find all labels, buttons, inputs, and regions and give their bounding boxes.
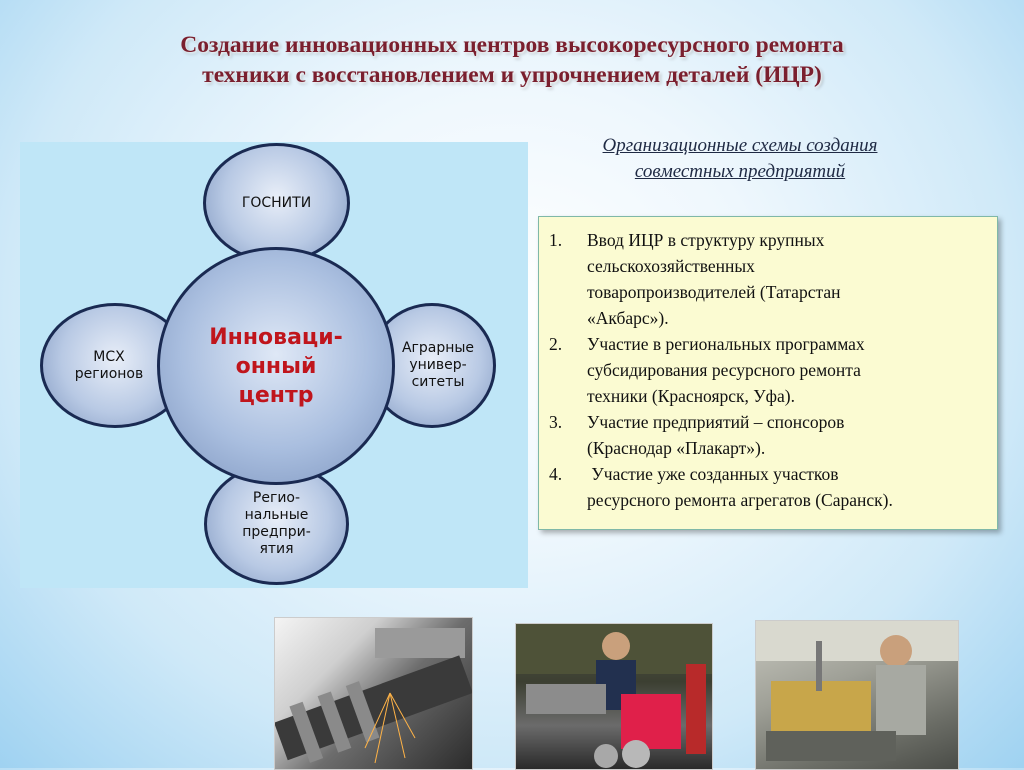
photo-workshop [515, 623, 713, 770]
msh-label-2: регионов [74, 365, 144, 382]
msh-label-1: МСХ [93, 348, 125, 365]
photo-repair [755, 620, 959, 770]
center-label-3: центр [238, 382, 314, 408]
center-label-2: онный [235, 353, 317, 379]
list-item [549, 461, 983, 513]
list-number: 4. [549, 464, 563, 484]
schemes-list-box [538, 216, 998, 530]
list-line: Участие предприятий – спонсоров [587, 412, 845, 432]
univ-label-2: универ- [409, 357, 467, 373]
circle-gosniti [203, 143, 350, 263]
list-line: (Краснодар «Плакарт»). [587, 438, 766, 458]
circle-innovation-center [157, 247, 395, 485]
center-label-1: Инноваци- [209, 324, 343, 350]
list-item [549, 227, 983, 331]
list-line: ресурсного ремонта агрегатов (Саранск). [587, 490, 893, 510]
regional-label-1: Регио- [252, 490, 301, 506]
list-line: Участие в региональных программах [587, 334, 865, 354]
regional-label-2: нальные [244, 507, 309, 523]
gosniti-label: ГОСНИТИ [241, 194, 312, 211]
list-item [549, 409, 983, 461]
regional-label-3: предпри- [242, 524, 311, 540]
list-line: сельскохозяйственных [587, 256, 755, 276]
list-line: «Акбарс»). [587, 308, 669, 328]
univ-label-1: Аграрные [401, 340, 475, 356]
title-line-1: Создание инновационных центров высокоресурсного ремонта [180, 32, 844, 58]
list-line: Участие уже созданных участков [587, 464, 839, 484]
list-line: Ввод ИЦР в структуру крупных [587, 230, 825, 250]
workshop-illustration [516, 624, 712, 769]
subtitle [535, 133, 945, 185]
list-line: техники (Красноярск, Уфа). [587, 386, 795, 406]
list-number: 3. [549, 412, 563, 432]
univ-label-3: ситеты [411, 374, 465, 390]
photo-machining [274, 617, 473, 770]
schemes-list [549, 227, 983, 513]
list-line: субсидирования ресурсного ремонта [587, 360, 861, 380]
subtitle-line-2: совместных предприятий [634, 161, 846, 182]
regional-label-4: ятия [259, 541, 294, 557]
list-line: товаропроизводителей (Татарстан [587, 282, 841, 302]
slide-title [60, 30, 964, 90]
machining-illustration [275, 618, 472, 769]
title-line-2: техники с восстановлением и упрочнением деталей (ИЦР) [202, 62, 822, 88]
list-item [549, 331, 983, 409]
list-number: 2. [549, 334, 563, 354]
subtitle-line-1: Организационные схемы создания [602, 135, 878, 156]
list-number: 1. [549, 230, 563, 250]
repair-illustration [756, 621, 958, 769]
